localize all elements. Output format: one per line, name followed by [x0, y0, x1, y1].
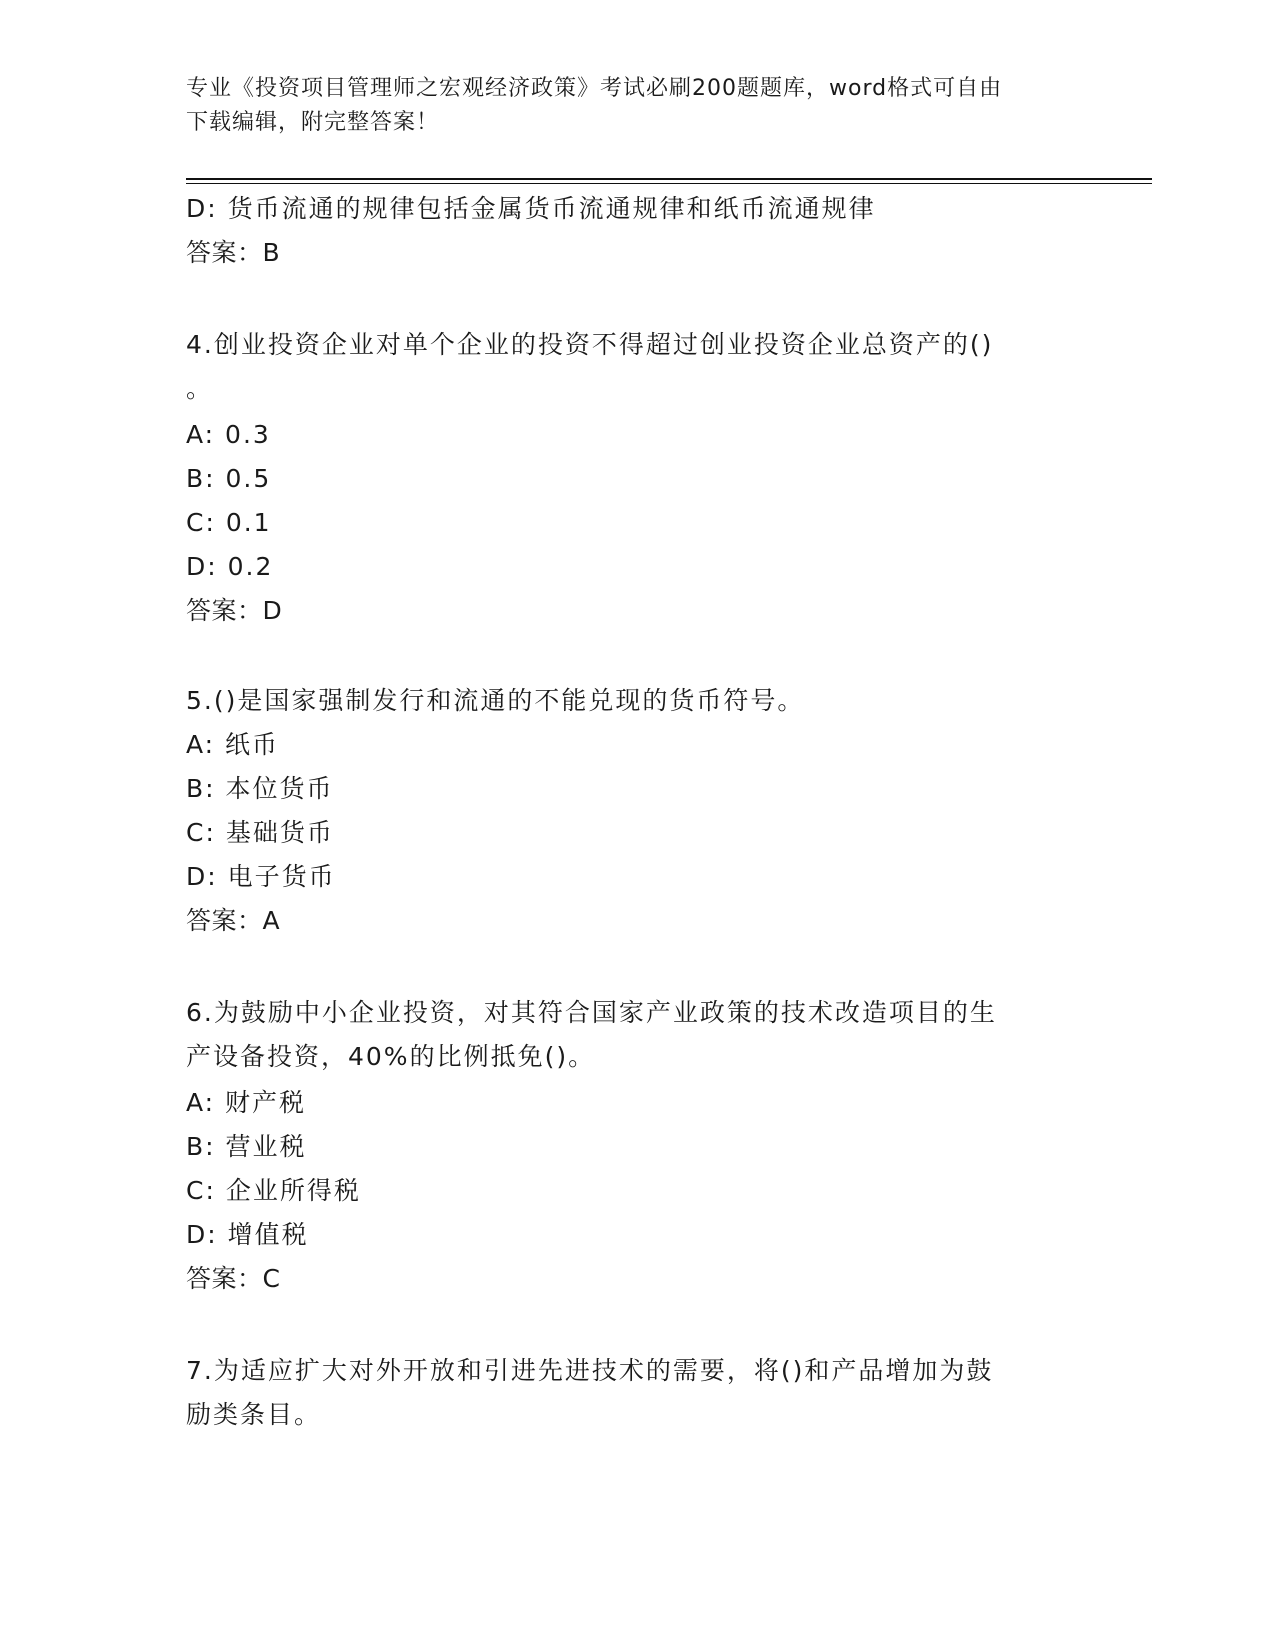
- header-line-2: 下载编辑，附完整答案！: [186, 110, 440, 135]
- q6-stem-line-2: 产设备投资，40%的比例抵免()。: [186, 1042, 596, 1071]
- header-divider-thick: [186, 178, 1152, 180]
- q5-option-d: D: 电子货币: [186, 862, 336, 891]
- q3-option-d: D: 货币流通的规律包括金属货币流通规律和纸币流通规律: [186, 194, 876, 223]
- q4-answer: 答案：D: [186, 596, 283, 625]
- q6-answer: 答案：C: [186, 1264, 281, 1293]
- q4-option-b: B: 0.5: [186, 464, 272, 493]
- q7-stem-line-1: 7.为适应扩大对外开放和引进先进技术的需要，将()和产品增加为鼓: [186, 1356, 994, 1385]
- document-header: [186, 72, 1066, 140]
- q4-option-c: C: 0.1: [186, 508, 272, 537]
- q5-answer: 答案：A: [186, 906, 281, 935]
- q4-option-d: D: 0.2: [186, 552, 274, 581]
- q4-stem-line-1: 4.创业投资企业对单个企业的投资不得超过创业投资企业总资产的(): [186, 330, 994, 359]
- q5-option-c: C: 基础货币: [186, 818, 334, 847]
- q3-answer: 答案：B: [186, 238, 281, 267]
- q5-option-a: A: 纸币: [186, 730, 280, 759]
- header-divider-thin: [186, 183, 1152, 184]
- q6-stem-line-1: 6.为鼓励中小企业投资，对其符合国家产业政策的技术改造项目的生: [186, 998, 997, 1027]
- q4-stem-line-2: 。: [186, 374, 214, 403]
- q6-option-b: B: 营业税: [186, 1132, 307, 1161]
- q5-option-b: B: 本位货币: [186, 774, 334, 803]
- q4-option-a: A: 0.3: [186, 420, 271, 449]
- q6-option-d: D: 增值税: [186, 1220, 309, 1249]
- q6-option-c: C: 企业所得税: [186, 1176, 361, 1205]
- header-line-1: 专业《投资项目管理师之宏观经济政策》考试必刷200题题库，word格式可自由: [186, 76, 1003, 101]
- q5-stem: 5.()是国家强制发行和流通的不能兑现的货币符号。: [186, 686, 805, 715]
- q6-option-a: A: 财产税: [186, 1088, 307, 1117]
- q7-stem-line-2: 励类条目。: [186, 1400, 322, 1429]
